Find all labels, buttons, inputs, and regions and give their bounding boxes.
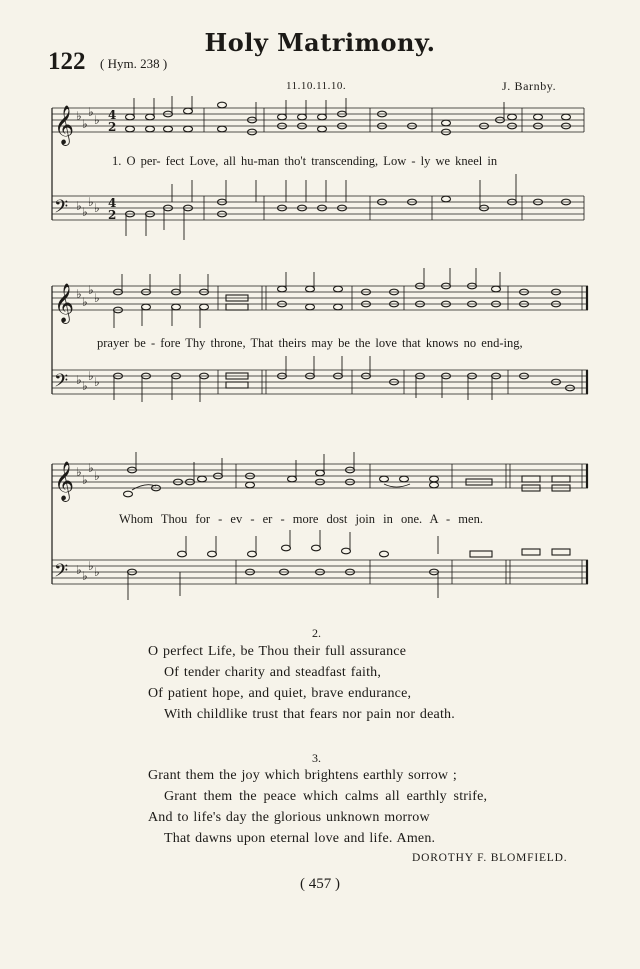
verse-3-line-1: Grant them the joy which brightens earthly sorrow ; <box>148 768 458 783</box>
svg-text:♭: ♭ <box>76 373 82 387</box>
lyric-line-2: prayer be - fore Thy throne, That theirs may be the love that knows no end-ing, <box>97 336 523 350</box>
svg-text:𝄞: 𝄞 <box>54 461 75 501</box>
svg-text:♭: ♭ <box>94 201 100 215</box>
svg-text:♭: ♭ <box>88 105 94 119</box>
svg-text:𝄞: 𝄞 <box>54 283 75 323</box>
verse-3-line-3: And to life's day the glorious unknown morrow <box>148 810 430 825</box>
time-sig-bottom: 2 <box>108 120 117 134</box>
svg-text:♭: ♭ <box>82 117 88 131</box>
svg-text:♭: ♭ <box>82 379 88 393</box>
verse-2-line-3: Of patient hope, and quiet, brave endurance, <box>148 686 412 701</box>
svg-text:♭: ♭ <box>82 473 88 487</box>
time-sig-top-bass: 4 <box>108 196 117 210</box>
meter: 11.10.11.10. <box>286 80 347 92</box>
svg-text:♭: ♭ <box>88 283 94 297</box>
svg-text:♭: ♭ <box>76 109 82 123</box>
svg-text:♭: ♭ <box>88 195 94 209</box>
svg-text:♭: ♭ <box>82 205 88 219</box>
svg-text:♭: ♭ <box>76 287 82 301</box>
hymn-number: 122 <box>48 48 86 75</box>
svg-text:♭: ♭ <box>88 369 94 383</box>
composer: J. Barnby. <box>502 79 557 93</box>
svg-text:𝄢: 𝄢 <box>54 371 69 396</box>
verse-2-number: 2. <box>312 626 321 640</box>
verse-2-line-1: O perfect Life, be Thou their full assurance <box>148 644 407 659</box>
verse-2-line-2: Of tender charity and steadfast faith, <box>164 665 382 680</box>
time-sig-top: 4 <box>108 108 117 122</box>
hymn-reference: ( Hym. 238 ) <box>100 56 168 71</box>
svg-text:𝄢: 𝄢 <box>54 197 69 222</box>
svg-text:♭: ♭ <box>76 563 82 577</box>
verse-3-line-2: Grant them the peace which calms all earthly strife, <box>164 789 488 804</box>
verse-3-number: 3. <box>312 751 321 765</box>
svg-text:♭: ♭ <box>82 295 88 309</box>
time-sig-bottom-bass: 2 <box>108 208 117 222</box>
svg-text:♭: ♭ <box>94 469 100 483</box>
music-system-1 <box>0 96 640 246</box>
lyric-line-1: 1. O per- fect Love, all hu-man tho't transcending, Low - ly we kneel in <box>112 154 498 168</box>
verse-3-line-4: That dawns upon eternal love and life. Amen. <box>164 831 436 846</box>
svg-text:♭: ♭ <box>94 565 100 579</box>
svg-text:♭: ♭ <box>76 465 82 479</box>
svg-text:𝄞: 𝄞 <box>54 105 75 145</box>
svg-text:♭: ♭ <box>88 461 94 475</box>
svg-text:♭: ♭ <box>94 375 100 389</box>
author: DOROTHY F. BLOMFIELD. <box>412 852 568 864</box>
lyric-line-3: Whom Thou for - ev - er - more dost join in one. A - men. <box>119 512 483 526</box>
svg-text:𝄢: 𝄢 <box>54 561 69 586</box>
svg-text:♭: ♭ <box>82 569 88 583</box>
svg-text:♭: ♭ <box>76 199 82 213</box>
verse-2-line-4: With childlike trust that fears nor pain nor death. <box>164 707 455 722</box>
page-number: ( 457 ) <box>300 876 340 892</box>
svg-text:♭: ♭ <box>94 291 100 305</box>
svg-text:♭: ♭ <box>94 113 100 127</box>
svg-text:♭: ♭ <box>88 559 94 573</box>
page-title: Holy Matrimony. <box>204 28 436 57</box>
